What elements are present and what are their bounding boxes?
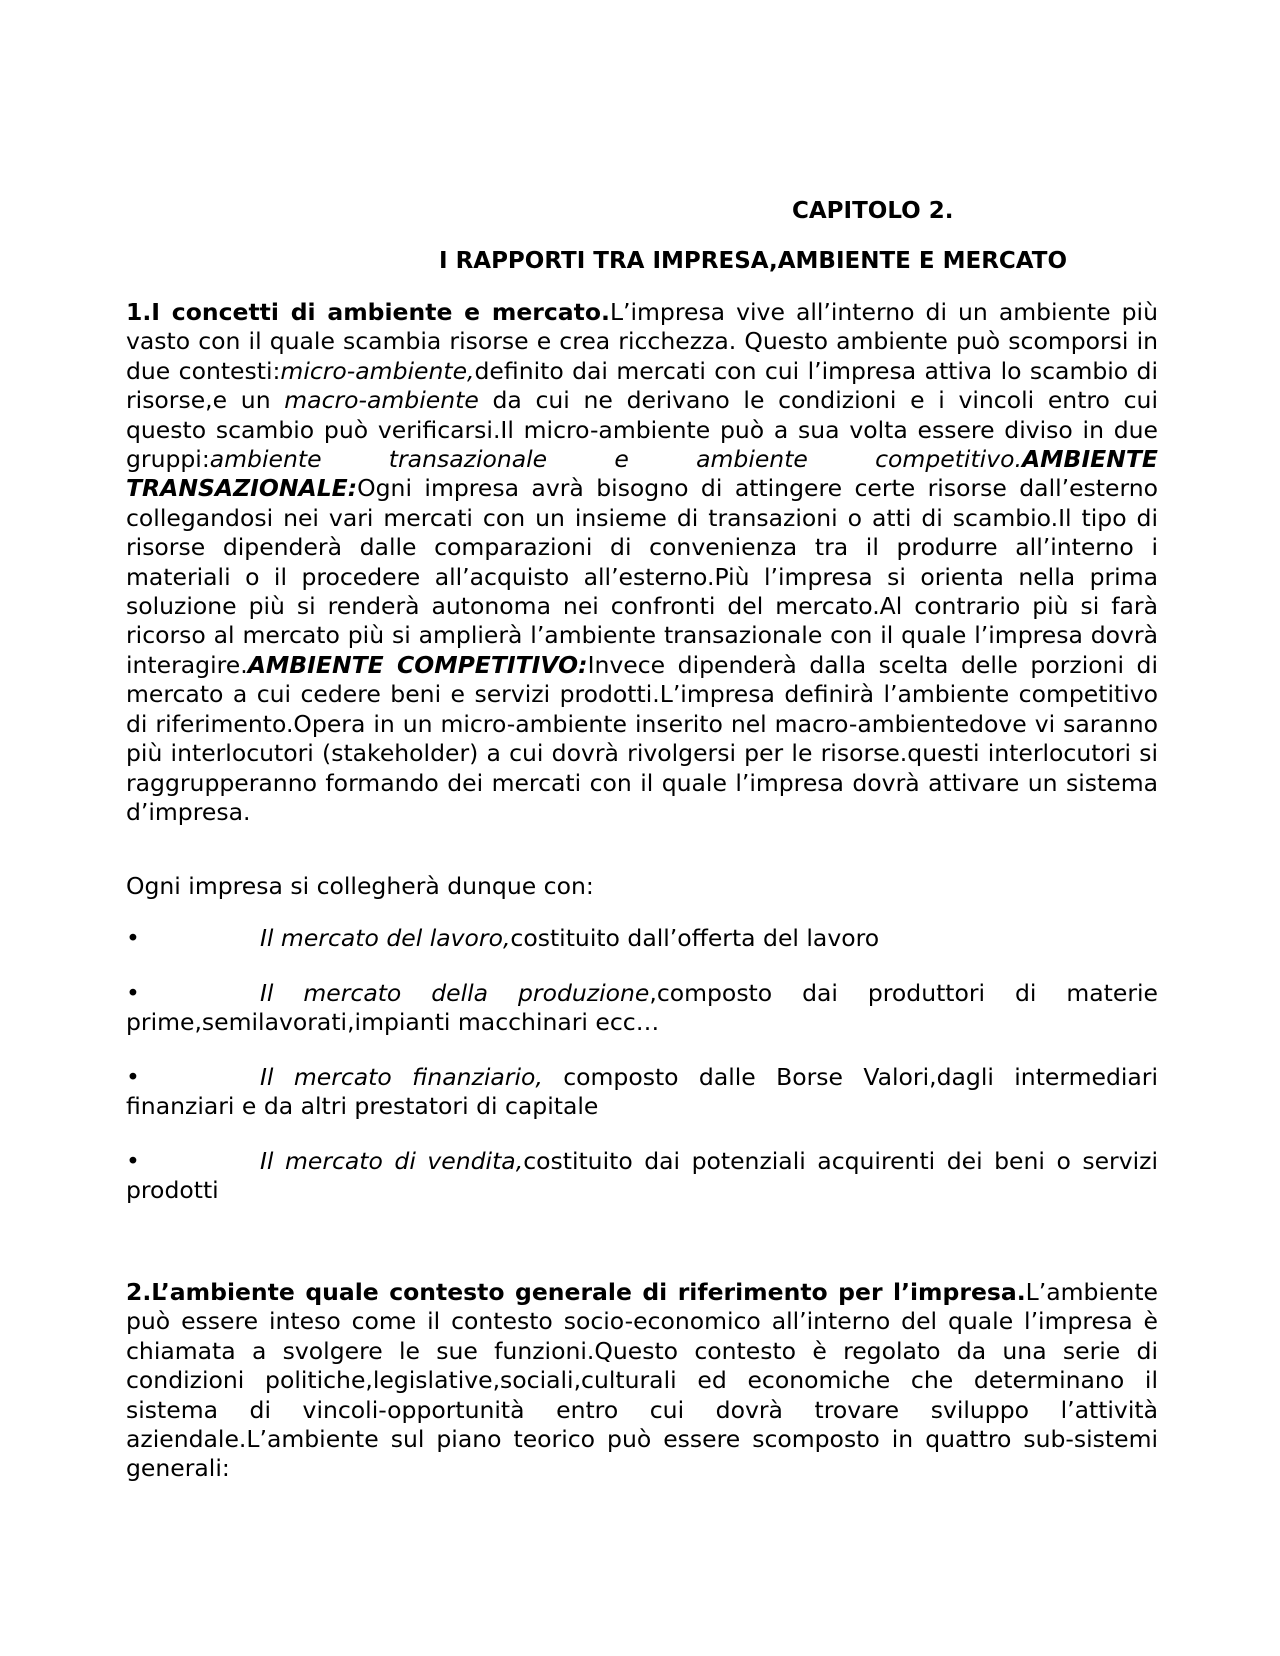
bullet-icon: • bbox=[126, 979, 140, 1007]
section-1-text: definito dai mercati con cui l’impresa attiva lo scambio di risorse,e un bbox=[126, 356, 1158, 415]
section-1-text: Ogni impresa avrà bisogno di attingere certe risorse dall’esterno collegandosi nei vari mercati con un insieme di transazioni o atti di scambio.Il tipo di risorse dipenderà dalle comparazioni di convenienza tra il produrre all’interno i materiali o il procedere all’acquisto all’esterno.Più l’impresa si orienta nella prima soluzione più si renderà autonoma nei confronti del mercato.Al contrario più si farà ricorso al mercato più si amplierà l’ambiente transazionale con il quale l’impresa dovrà interagire. bbox=[126, 474, 1158, 679]
list-item bbox=[126, 1063, 1158, 1122]
section-1-text: L’impresa vive all’interno di un ambiente più vasto con il quale scambia risorse e crea ricchezza. Questo ambiente può scomporsi in due contesti: bbox=[126, 298, 1158, 385]
list-item-term: Il mercato del lavoro, bbox=[260, 924, 511, 952]
list-item-term: Il mercato finanziario, bbox=[260, 1063, 543, 1091]
section-1-italic-term: micro-ambiente, bbox=[280, 356, 475, 385]
list-item-text: ,composto dai produttori di materie prime,semilavorati,impianti macchinari ecc… bbox=[126, 979, 1158, 1037]
chapter-heading: CAPITOLO 2. bbox=[792, 198, 954, 224]
section-1-text: da cui ne derivano le condizioni e i vincoli entro cui questo scambio può verificarsi.Il micro-ambiente può a sua volta essere diviso in due gruppi: bbox=[126, 386, 1158, 474]
section-2-text: L’ambiente può essere inteso come il contesto socio-economico all’interno del quale l’impresa è chiamata a svolgere le sue funzioni.Questo contesto è regolato da una serie di condizioni politiche,legislative,sociali,culturali ed economiche che determinano il sistema di vincoli-opportunità entro cui dovrà trovare sviluppo l’attività aziendale.L’ambiente sul piano teorico può essere scomposto in quattro sub-sistemi generali: bbox=[126, 1278, 1158, 1483]
bullet-icon: • bbox=[126, 1063, 140, 1091]
section-1-text: Invece dipenderà dalla scelta delle porzioni di mercato a cui cedere beni e servizi prodotti.L’impresa definirà l’ambiente competitivo di riferimento.Opera in un micro-ambiente inserito nel macro-ambientedove vi saranno più interlocutori (stakeholder) a cui dovrà rivolgersi per le risorse.questi interlocutori si raggrupperanno formando dei mercati con il quale l’impresa dovrà attivare un sistema d’impresa. bbox=[126, 650, 1159, 826]
list-item bbox=[126, 924, 1158, 953]
list-item bbox=[126, 979, 1158, 1038]
section-1-bold-italic-term: AMBIENTE TRANSAZIONALE: bbox=[126, 445, 1158, 503]
section-1-italic-term: macro-ambiente bbox=[284, 386, 479, 415]
section-2-heading: 2.L’ambiente quale contesto generale di riferimento per l’impresa. bbox=[126, 1278, 1026, 1306]
section-2-paragraph bbox=[126, 1278, 1158, 1484]
list-intro: Ogni impresa si collegherà dunque con: bbox=[126, 872, 594, 900]
list-item-term: Il mercato di vendita, bbox=[260, 1147, 524, 1175]
list-item-term: Il mercato della produzione bbox=[260, 979, 650, 1007]
chapter-title: I RAPPORTI TRA IMPRESA,AMBIENTE E MERCATO bbox=[439, 248, 1068, 274]
list-item-text: costituito dai potenziali acquirenti dei beni o servizi prodotti bbox=[126, 1147, 1159, 1205]
section-1-italic-term: ambiente transazionale e ambiente competitivo. bbox=[209, 445, 1022, 474]
list-item-text: composto dalle Borse Valori,dagli intermediari finanziari e da altri prestatori di capitale bbox=[126, 1063, 1159, 1121]
bullet-icon: • bbox=[126, 924, 140, 952]
bullet-icon: • bbox=[126, 1147, 140, 1175]
section-1-heading: 1.I concetti di ambiente e mercato. bbox=[126, 298, 610, 326]
list-item-text: costituito dall’offerta del lavoro bbox=[510, 924, 880, 952]
section-1-paragraph bbox=[126, 298, 1158, 827]
list-item bbox=[126, 1147, 1158, 1206]
section-1-bold-italic-term: AMBIENTE COMPETITIVO: bbox=[247, 650, 588, 679]
